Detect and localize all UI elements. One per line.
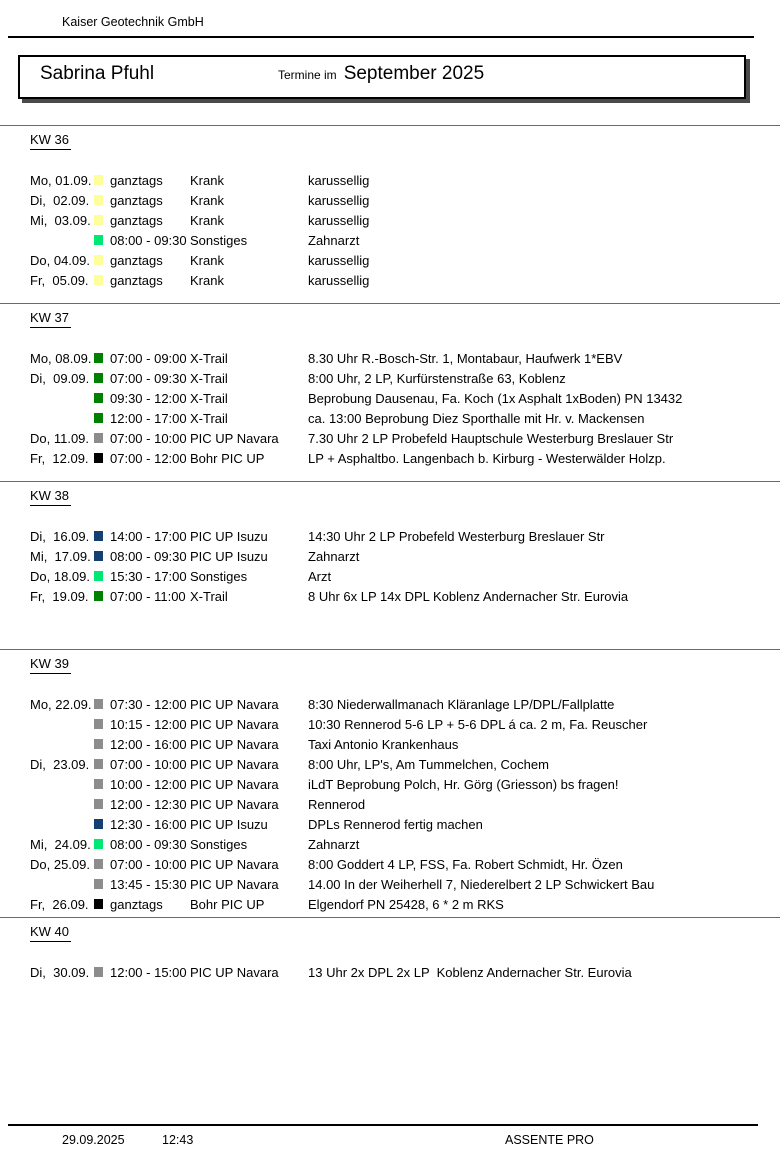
appointment-time: ganztags <box>110 896 163 912</box>
appointment-time: 12:00 - 12:30 <box>110 796 187 812</box>
appointment-day: Di, 16.09. <box>30 528 90 544</box>
appointment-category: Krank <box>190 192 224 208</box>
appointment-day: Fr, 19.09. <box>30 588 89 604</box>
category-color-swatch <box>94 433 103 443</box>
appointment-category: X-Trail <box>190 588 228 604</box>
swatch-cell <box>94 213 110 228</box>
swatch-cell <box>94 777 110 792</box>
print-date: 29.09.2025 <box>62 1133 125 1147</box>
swatch-cell <box>94 697 110 712</box>
appointment-row <box>30 368 780 388</box>
appointment-category: X-Trail <box>190 370 228 386</box>
person-name: Sabrina Pfuhl <box>40 63 155 84</box>
appointment-description: karussellig <box>308 212 370 228</box>
appointment-day: Do, 18.09. <box>30 568 90 584</box>
appointment-time: 12:00 - 17:00 <box>110 410 187 426</box>
appointment-time: ganztags <box>110 252 163 268</box>
appointment-description: karussellig <box>308 272 370 288</box>
appointment-row <box>30 894 780 914</box>
appointment-category: PIC UP Isuzu <box>190 548 268 564</box>
appointment-row <box>30 874 780 894</box>
app-name: ASSENTE PRO <box>505 1133 594 1147</box>
appointment-category: PIC UP Navara <box>190 696 279 712</box>
appointment-day: Do, 11.09. <box>30 430 90 446</box>
appointment-day: Mi, 24.09. <box>30 836 91 852</box>
header-rule <box>8 36 754 38</box>
appointment-description: karussellig <box>308 172 370 188</box>
category-color-swatch <box>94 175 103 185</box>
appointment-description: 14.00 In der Weiherhell 7, Niederelbert 2 LP Schwickert Bau <box>308 876 655 892</box>
appointment-description: 10:30 Rennerod 5-6 LP + 5-6 DPL á ca. 2 m, Fa. Reuscher <box>308 716 648 732</box>
appointment-row <box>30 230 780 250</box>
appointment-row <box>30 428 780 448</box>
appointment-category: X-Trail <box>190 390 228 406</box>
swatch-cell <box>94 529 110 544</box>
appointment-day: Di, 23.09. <box>30 756 90 772</box>
swatch-cell <box>94 431 110 446</box>
appointment-row <box>30 190 780 210</box>
appointment-description: Zahnarzt <box>308 232 360 248</box>
appointment-day: Mo, 08.09. <box>30 350 92 366</box>
appointment-row <box>30 526 780 546</box>
swatch-cell <box>94 351 110 366</box>
appointment-list <box>30 962 780 982</box>
appointment-category: PIC UP Navara <box>190 964 279 980</box>
appointment-day: Fr, 26.09. <box>30 896 89 912</box>
appointment-description: 7.30 Uhr 2 LP Probefeld Hauptschule Westerburg Breslauer Str <box>308 430 674 446</box>
appointment-row <box>30 962 780 982</box>
appointment-day: Mo, 22.09. <box>30 696 92 712</box>
appointment-time: 15:30 - 17:00 <box>110 568 187 584</box>
swatch-cell <box>94 877 110 892</box>
swatch-cell <box>94 411 110 426</box>
appointment-description: LP + Asphaltbo. Langenbach b. Kirburg - Westerwälder Holzp. <box>308 450 666 466</box>
appointment-description: iLdT Beprobung Polch, Hr. Görg (Griesson) bs fragen! <box>308 776 619 792</box>
swatch-cell <box>94 391 110 406</box>
appointment-row <box>30 448 780 468</box>
footer-rule <box>8 1124 758 1126</box>
appointment-day: Di, 09.09. <box>30 370 90 386</box>
appointment-description: 8 Uhr 6x LP 14x DPL Koblenz Andernacher Str. Eurovia <box>308 588 629 604</box>
appointment-row <box>30 734 780 754</box>
week-label: KW 38 <box>30 488 71 506</box>
category-color-swatch <box>94 571 103 581</box>
appointment-row <box>30 250 780 270</box>
title-month: September 2025 <box>343 63 485 84</box>
appointment-category: PIC UP Isuzu <box>190 816 268 832</box>
week-label: KW 36 <box>30 132 71 150</box>
category-color-swatch <box>94 235 103 245</box>
appointment-description: DPLs Rennerod fertig machen <box>308 816 483 832</box>
category-color-swatch <box>94 255 103 265</box>
title-box <box>18 55 746 99</box>
appointment-description: ca. 13:00 Beprobung Diez Sporthalle mit Hr. v. Mackensen <box>308 410 645 426</box>
appointment-description: Elgendorf PN 25428, 6 * 2 m RKS <box>308 896 504 912</box>
appointment-list <box>30 694 780 914</box>
swatch-cell <box>94 569 110 584</box>
appointment-time: 13:45 - 15:30 <box>110 876 187 892</box>
appointment-category: Krank <box>190 172 224 188</box>
appointment-list <box>30 348 780 468</box>
print-time: 12:43 <box>162 1133 194 1147</box>
swatch-cell <box>94 451 110 466</box>
week-section <box>0 125 780 303</box>
category-color-swatch <box>94 453 103 463</box>
appointment-description: Beprobung Dausenau, Fa. Koch (1x Asphalt 1xBoden) PN 13432 <box>308 390 683 406</box>
appointment-description: karussellig <box>308 252 370 268</box>
swatch-cell <box>94 837 110 852</box>
week-section <box>0 649 780 917</box>
category-color-swatch <box>94 275 103 285</box>
appointments-area <box>0 125 780 982</box>
appointment-description: Zahnarzt <box>308 548 360 564</box>
appointment-category: Sonstiges <box>190 232 248 248</box>
appointment-description: 13 Uhr 2x DPL 2x LP Koblenz Andernacher Str. Eurovia <box>308 964 632 980</box>
swatch-cell <box>94 737 110 752</box>
appointment-day: Fr, 05.09. <box>30 272 89 288</box>
appointment-day: Mo, 01.09. <box>30 172 92 188</box>
swatch-cell <box>94 273 110 288</box>
appointment-category: PIC UP Navara <box>190 776 279 792</box>
appointment-day: Fr, 12.09. <box>30 450 89 466</box>
appointment-time: 07:00 - 10:00 <box>110 430 187 446</box>
appointment-category: Krank <box>190 272 224 288</box>
appointment-row <box>30 754 780 774</box>
appointment-category: X-Trail <box>190 410 228 426</box>
swatch-cell <box>94 965 110 980</box>
appointment-description: Rennerod <box>308 796 366 812</box>
appointment-row <box>30 170 780 190</box>
appointment-description: 8.30 Uhr R.-Bosch-Str. 1, Montabaur, Haufwerk 1*EBV <box>308 350 623 366</box>
swatch-cell <box>94 897 110 912</box>
week-label: KW 39 <box>30 656 71 674</box>
appointment-row <box>30 774 780 794</box>
category-color-swatch <box>94 899 103 909</box>
title-prefix: Termine im <box>278 68 337 82</box>
category-color-swatch <box>94 779 103 789</box>
appointment-category: PIC UP Navara <box>190 736 279 752</box>
appointment-row <box>30 586 780 606</box>
category-color-swatch <box>94 215 103 225</box>
page-footer <box>0 1124 780 1147</box>
appointment-time: 07:00 - 12:00 <box>110 450 187 466</box>
appointment-time: 12:00 - 15:00 <box>110 964 187 980</box>
appointment-description: 8:30 Niederwallmanach Kläranlage LP/DPL/Fallplatte <box>308 696 615 712</box>
appointment-row <box>30 408 780 428</box>
appointment-time: 14:00 - 17:00 <box>110 528 187 544</box>
appointment-row <box>30 834 780 854</box>
appointment-row <box>30 714 780 734</box>
appointment-time: ganztags <box>110 172 163 188</box>
category-color-swatch <box>94 195 103 205</box>
appointment-list <box>30 170 780 290</box>
appointment-category: Sonstiges <box>190 568 248 584</box>
appointment-time: 10:15 - 12:00 <box>110 716 187 732</box>
swatch-cell <box>94 173 110 188</box>
appointment-category: Bohr PIC UP <box>190 896 265 912</box>
appointment-time: 12:30 - 16:00 <box>110 816 187 832</box>
category-color-swatch <box>94 759 103 769</box>
appointment-description: 8:00 Uhr, 2 LP, Kurfürstenstraße 63, Koblenz <box>308 370 566 386</box>
category-color-swatch <box>94 353 103 363</box>
appointment-row <box>30 814 780 834</box>
appointment-time: 07:00 - 09:00 <box>110 350 187 366</box>
appointment-row <box>30 854 780 874</box>
week-section <box>0 481 780 649</box>
category-color-swatch <box>94 719 103 729</box>
swatch-cell <box>94 371 110 386</box>
appointment-time: 08:00 - 09:30 <box>110 836 187 852</box>
appointment-row <box>30 694 780 714</box>
swatch-cell <box>94 817 110 832</box>
swatch-cell <box>94 797 110 812</box>
appointment-row <box>30 546 780 566</box>
appointment-description: 14:30 Uhr 2 LP Probefeld Westerburg Breslauer Str <box>308 528 605 544</box>
appointment-time: 07:30 - 12:00 <box>110 696 187 712</box>
appointment-category: X-Trail <box>190 350 228 366</box>
week-label: KW 37 <box>30 310 71 328</box>
appointment-time: 10:00 - 12:00 <box>110 776 187 792</box>
appointment-day: Di, 30.09. <box>30 964 90 980</box>
swatch-cell <box>94 253 110 268</box>
week-label: KW 40 <box>30 924 71 942</box>
appointment-description: Taxi Antonio Krankenhaus <box>308 736 459 752</box>
appointment-description: karussellig <box>308 192 370 208</box>
appointment-category: PIC UP Navara <box>190 856 279 872</box>
appointment-category: PIC UP Navara <box>190 716 279 732</box>
appointment-category: Krank <box>190 252 224 268</box>
appointment-time: ganztags <box>110 192 163 208</box>
category-color-swatch <box>94 799 103 809</box>
appointment-time: 07:00 - 10:00 <box>110 856 187 872</box>
swatch-cell <box>94 589 110 604</box>
appointment-time: ganztags <box>110 272 163 288</box>
category-color-swatch <box>94 551 103 561</box>
appointment-time: 12:00 - 16:00 <box>110 736 187 752</box>
appointment-row <box>30 794 780 814</box>
category-color-swatch <box>94 839 103 849</box>
appointment-time: 07:00 - 09:30 <box>110 370 187 386</box>
category-color-swatch <box>94 739 103 749</box>
category-color-swatch <box>94 531 103 541</box>
category-color-swatch <box>94 413 103 423</box>
appointment-description: Arzt <box>308 568 332 584</box>
appointment-row <box>30 348 780 368</box>
appointment-description: Zahnarzt <box>308 836 360 852</box>
category-color-swatch <box>94 591 103 601</box>
appointment-time: 07:00 - 11:00 <box>110 588 186 604</box>
appointment-category: Sonstiges <box>190 836 248 852</box>
appointment-category: PIC UP Isuzu <box>190 528 268 544</box>
appointment-category: PIC UP Navara <box>190 430 279 446</box>
appointment-description: 8:00 Goddert 4 LP, FSS, Fa. Robert Schmidt, Hr. Özen <box>308 856 623 872</box>
swatch-cell <box>94 233 110 248</box>
appointment-category: Bohr PIC UP <box>190 450 265 466</box>
appointment-row <box>30 270 780 290</box>
appointment-row <box>30 210 780 230</box>
appointment-day: Do, 04.09. <box>30 252 90 268</box>
appointment-description: 8:00 Uhr, LP's, Am Tummelchen, Cochem <box>308 756 549 772</box>
appointment-list <box>30 526 780 606</box>
company-name: Kaiser Geotechnik GmbH <box>62 15 204 29</box>
appointment-category: PIC UP Navara <box>190 796 279 812</box>
appointment-day: Do, 25.09. <box>30 856 90 872</box>
appointment-time: 09:30 - 12:00 <box>110 390 187 406</box>
swatch-cell <box>94 717 110 732</box>
appointment-time: 08:00 - 09:30 <box>110 232 187 248</box>
swatch-cell <box>94 757 110 772</box>
appointment-day: Mi, 17.09. <box>30 548 91 564</box>
appointment-day: Di, 02.09. <box>30 192 90 208</box>
appointment-category: Krank <box>190 212 224 228</box>
appointment-row <box>30 566 780 586</box>
appointment-time: ganztags <box>110 212 163 228</box>
appointment-time: 08:00 - 09:30 <box>110 548 187 564</box>
swatch-cell <box>94 857 110 872</box>
category-color-swatch <box>94 879 103 889</box>
week-section <box>0 917 780 982</box>
swatch-cell <box>94 193 110 208</box>
appointment-time: 07:00 - 10:00 <box>110 756 187 772</box>
appointment-row <box>30 388 780 408</box>
appointment-category: PIC UP Navara <box>190 756 279 772</box>
appointment-day: Mi, 03.09. <box>30 212 91 228</box>
category-color-swatch <box>94 967 103 977</box>
week-section <box>0 303 780 481</box>
appointment-category: PIC UP Navara <box>190 876 279 892</box>
category-color-swatch <box>94 819 103 829</box>
category-color-swatch <box>94 373 103 383</box>
category-color-swatch <box>94 859 103 869</box>
category-color-swatch <box>94 699 103 709</box>
swatch-cell <box>94 549 110 564</box>
category-color-swatch <box>94 393 103 403</box>
